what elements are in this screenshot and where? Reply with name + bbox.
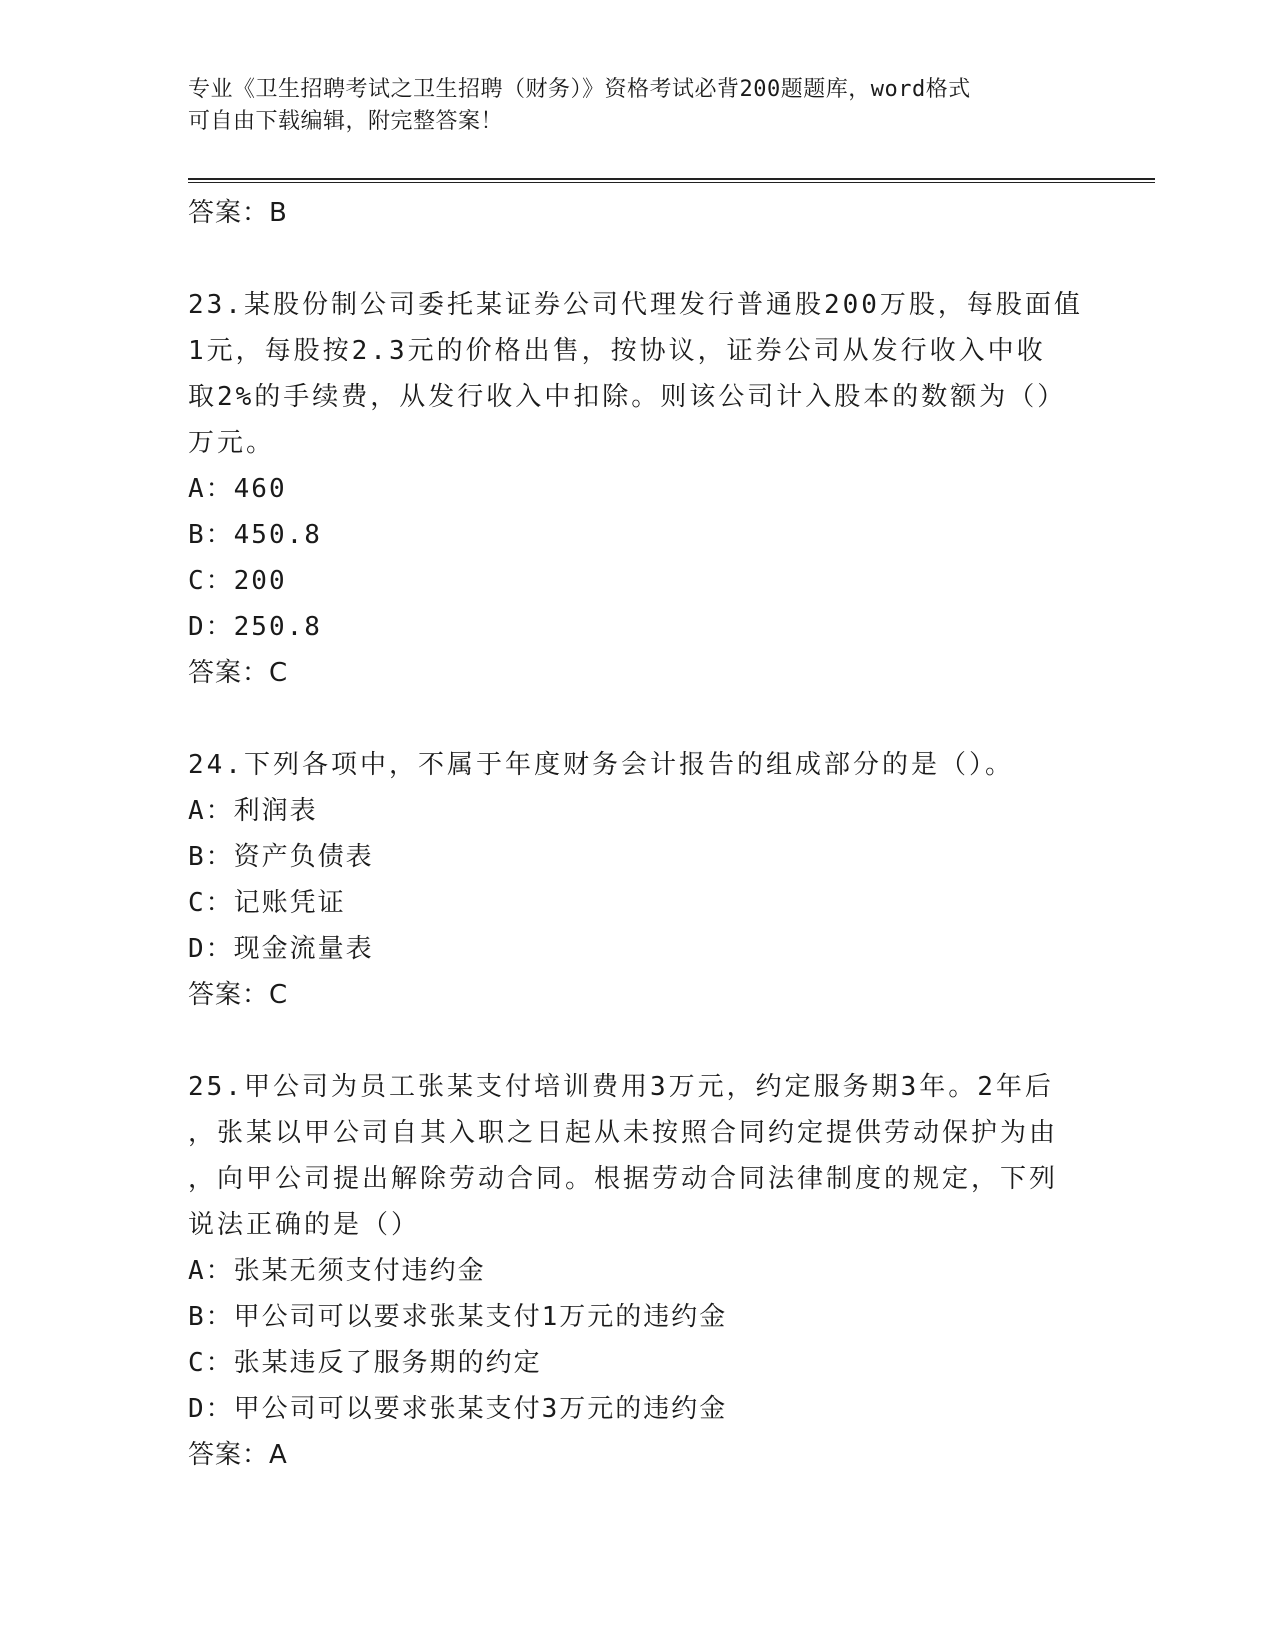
question-block	[188, 1064, 1088, 1478]
document-body	[188, 190, 1088, 1478]
option-d: D：甲公司可以要求张某支付3万元的违约金	[188, 1394, 728, 1424]
question-line: ，张某以甲公司自其入职之日起从未按照合同约定提供劳动保护为由	[188, 1118, 1059, 1148]
answer-line: 答案：C	[188, 980, 289, 1010]
option-b: B：450.8	[188, 520, 322, 550]
document-header	[188, 74, 1068, 138]
header-divider	[188, 178, 1155, 183]
question-line: 说法正确的是（）	[188, 1210, 421, 1240]
option-d: D：250.8	[188, 612, 322, 642]
option-b: B：甲公司可以要求张某支付1万元的违约金	[188, 1302, 728, 1332]
option-c: C：张某违反了服务期的约定	[188, 1348, 542, 1378]
spacer	[188, 1018, 1088, 1064]
question-line: 24.下列各项中，不属于年度财务会计报告的组成部分的是（）。	[188, 750, 1014, 780]
option-a: A：利润表	[188, 796, 318, 826]
option-a: A：张某无须支付违约金	[188, 1256, 486, 1286]
question-line: 万元。	[188, 428, 276, 458]
header-line-2: 可自由下载编辑，附完整答案！	[188, 109, 504, 134]
option-d: D：现金流量表	[188, 934, 374, 964]
question-line: 25.甲公司为员工张某支付培训费用3万元，约定服务期3年。2年后	[188, 1072, 1054, 1102]
option-c: C：200	[188, 566, 287, 596]
spacer	[188, 236, 1088, 282]
question-block	[188, 282, 1088, 696]
option-c: C：记账凭证	[188, 888, 346, 918]
answer-line: 答案：C	[188, 658, 289, 688]
option-a: A：460	[188, 474, 287, 504]
spacer	[188, 696, 1088, 742]
question-line: ，向甲公司提出解除劳动合同。根据劳动合同法律制度的规定，下列	[188, 1164, 1059, 1194]
question-line: 23.某股份制公司委托某证券公司代理发行普通股200万股，每股面值	[188, 290, 1083, 320]
answer-line: 答案：A	[188, 1440, 288, 1470]
option-b: B：资产负债表	[188, 842, 374, 872]
question-line: 取2%的手续费，从发行收入中扣除。则该公司计入股本的数额为（）	[188, 382, 1067, 412]
question-block	[188, 742, 1088, 1018]
question-line: 1元，每股按2.3元的价格出售，按协议，证券公司从发行收入中收	[188, 336, 1046, 366]
header-line-1: 专业《卫生招聘考试之卫生招聘（财务）》资格考试必背200题题库，word格式	[188, 77, 971, 102]
previous-answer: 答案：B	[188, 198, 288, 228]
